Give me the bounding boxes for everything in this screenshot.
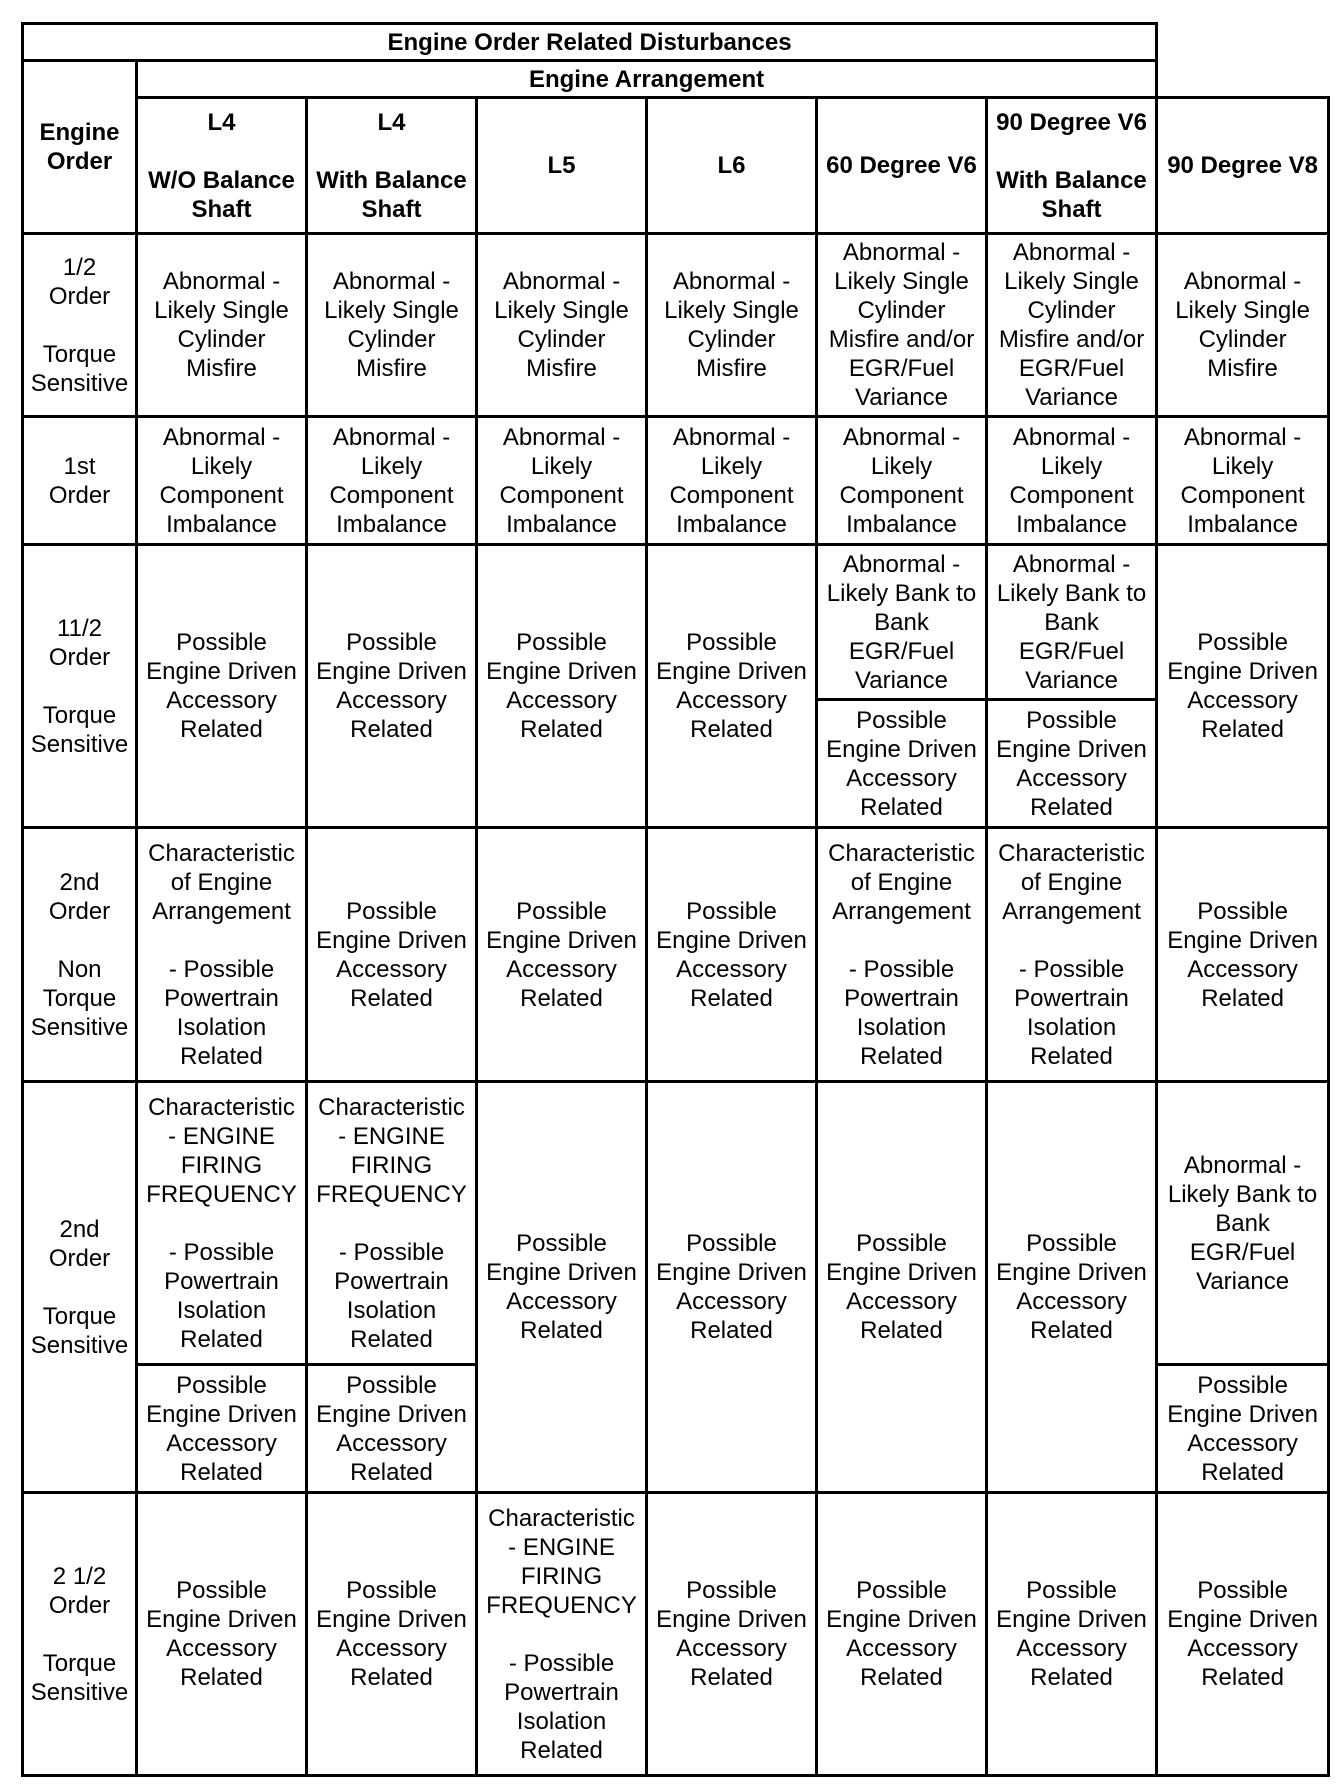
column-header-l4-with-balance: L4 With Balance Shaft bbox=[307, 98, 477, 234]
table-cell: Characteristic of Engine Arrangement - Possible Powertrain Isolation Related bbox=[137, 828, 307, 1082]
table-cell: Possible Engine Driven Accessory Related bbox=[137, 1365, 307, 1493]
table-cell: Characteristic - ENGINE FIRING FREQUENCY - Possible Powertrain Isolation Related bbox=[137, 1082, 307, 1365]
row-header-one-half-order: 11/2 Order Torque Sensitive bbox=[23, 545, 137, 828]
table-cell: Abnormal - Likely Component Imbalance bbox=[1157, 417, 1329, 545]
table-cell: Possible Engine Driven Accessory Related bbox=[987, 1493, 1157, 1776]
table-cell: Possible Engine Driven Accessory Related bbox=[137, 545, 307, 828]
table-row-second-order-torque bbox=[23, 1082, 1329, 1365]
table-cell: Possible Engine Driven Accessory Related bbox=[137, 1493, 307, 1776]
table-cell: Abnormal - Likely Component Imbalance bbox=[477, 417, 647, 545]
table-cell: Possible Engine Driven Accessory Related bbox=[307, 1365, 477, 1493]
column-header-90-degree-v6: 90 Degree V6 With Balance Shaft bbox=[987, 98, 1157, 234]
table-cell: Abnormal - Likely Single Cylinder Misfire and/or EGR/Fuel Variance bbox=[987, 234, 1157, 417]
table-cell: Possible Engine Driven Accessory Related bbox=[987, 700, 1157, 828]
table-cell: Characteristic - ENGINE FIRING FREQUENCY - Possible Powertrain Isolation Related bbox=[307, 1082, 477, 1365]
table-cell: Possible Engine Driven Accessory Related bbox=[477, 1082, 647, 1493]
table-cell: Possible Engine Driven Accessory Related bbox=[647, 1493, 817, 1776]
table-cell: Possible Engine Driven Accessory Related bbox=[817, 1082, 987, 1493]
table-cell: Possible Engine Driven Accessory Related bbox=[307, 828, 477, 1082]
table-cell: Possible Engine Driven Accessory Related bbox=[307, 545, 477, 828]
table-cell: Abnormal - Likely Component Imbalance bbox=[137, 417, 307, 545]
blank-corner bbox=[1157, 61, 1329, 98]
arrangement-header-row bbox=[23, 61, 1329, 98]
row-header-second-order-torque: 2nd Order Torque Sensitive bbox=[23, 1082, 137, 1493]
table-cell: Possible Engine Driven Accessory Related bbox=[477, 545, 647, 828]
table-row-two-half-order bbox=[23, 1493, 1329, 1776]
table-cell: Abnormal - Likely Single Cylinder Misfire bbox=[1157, 234, 1329, 417]
engine-order-table bbox=[21, 22, 1330, 1777]
table-cell: Abnormal - Likely Single Cylinder Misfire bbox=[477, 234, 647, 417]
table-cell: Abnormal - Likely Component Imbalance bbox=[817, 417, 987, 545]
table-cell: Abnormal - Likely Bank to Bank EGR/Fuel Variance bbox=[817, 545, 987, 700]
table-cell: Possible Engine Driven Accessory Related bbox=[817, 700, 987, 828]
row-header-second-order-non-torque: 2nd Order Non Torque Sensitive bbox=[23, 828, 137, 1082]
table-cell: Abnormal - Likely Component Imbalance bbox=[987, 417, 1157, 545]
table-cell: Abnormal - Likely Component Imbalance bbox=[647, 417, 817, 545]
table-cell: Characteristic of Engine Arrangement - Possible Powertrain Isolation Related bbox=[817, 828, 987, 1082]
column-header-l5: L5 bbox=[477, 98, 647, 234]
table-cell: Characteristic of Engine Arrangement - Possible Powertrain Isolation Related bbox=[987, 828, 1157, 1082]
table-title: Engine Order Related Disturbances bbox=[23, 24, 1157, 61]
table-row-second-order-non-torque bbox=[23, 828, 1329, 1082]
table-cell: Abnormal - Likely Single Cylinder Misfire and/or EGR/Fuel Variance bbox=[817, 234, 987, 417]
table-cell: Possible Engine Driven Accessory Related bbox=[477, 828, 647, 1082]
column-header-l6: L6 bbox=[647, 98, 817, 234]
blank-corner bbox=[1157, 24, 1329, 61]
table-cell: Abnormal - Likely Bank to Bank EGR/Fuel Variance bbox=[1157, 1082, 1329, 1365]
column-header-l4-wo-balance: L4 W/O Balance Shaft bbox=[137, 98, 307, 234]
row-header-half-order: 1/2 Order Torque Sensitive bbox=[23, 234, 137, 417]
table-cell: Possible Engine Driven Accessory Related bbox=[1157, 545, 1329, 828]
column-header-row bbox=[23, 98, 1329, 234]
table-row-one-half-order bbox=[23, 545, 1329, 700]
engine-arrangement-header: Engine Arrangement bbox=[137, 61, 1157, 98]
table-row-first-order bbox=[23, 417, 1329, 545]
table-cell: Possible Engine Driven Accessory Related bbox=[817, 1493, 987, 1776]
table-cell: Possible Engine Driven Accessory Related bbox=[307, 1493, 477, 1776]
table-cell: Abnormal - Likely Single Cylinder Misfire bbox=[307, 234, 477, 417]
table-cell: Possible Engine Driven Accessory Related bbox=[1157, 1493, 1329, 1776]
table-cell: Possible Engine Driven Accessory Related bbox=[647, 1082, 817, 1493]
row-header-two-half-order: 2 1/2 Order Torque Sensitive bbox=[23, 1493, 137, 1776]
table-cell: Possible Engine Driven Accessory Related bbox=[1157, 828, 1329, 1082]
column-header-90-degree-v8: 90 Degree V8 bbox=[1157, 98, 1329, 234]
table-cell: Characteristic - ENGINE FIRING FREQUENCY - Possible Powertrain Isolation Related bbox=[477, 1493, 647, 1776]
table-cell: Abnormal - Likely Single Cylinder Misfire bbox=[137, 234, 307, 417]
table-cell: Possible Engine Driven Accessory Related bbox=[647, 545, 817, 828]
table-cell: Possible Engine Driven Accessory Related bbox=[647, 828, 817, 1082]
table-cell: Possible Engine Driven Accessory Related bbox=[987, 1082, 1157, 1493]
table-cell: Abnormal - Likely Single Cylinder Misfire bbox=[647, 234, 817, 417]
table-cell: Possible Engine Driven Accessory Related bbox=[1157, 1365, 1329, 1493]
table-cell: Abnormal - Likely Bank to Bank EGR/Fuel Variance bbox=[987, 545, 1157, 700]
table-cell: Abnormal - Likely Component Imbalance bbox=[307, 417, 477, 545]
row-header-first-order: 1st Order bbox=[23, 417, 137, 545]
title-row bbox=[23, 24, 1329, 61]
engine-order-table-sheet bbox=[21, 22, 1330, 1777]
column-header-60-degree-v6: 60 Degree V6 bbox=[817, 98, 987, 234]
table-row-half-order bbox=[23, 234, 1329, 417]
engine-order-header: Engine Order bbox=[23, 61, 137, 234]
